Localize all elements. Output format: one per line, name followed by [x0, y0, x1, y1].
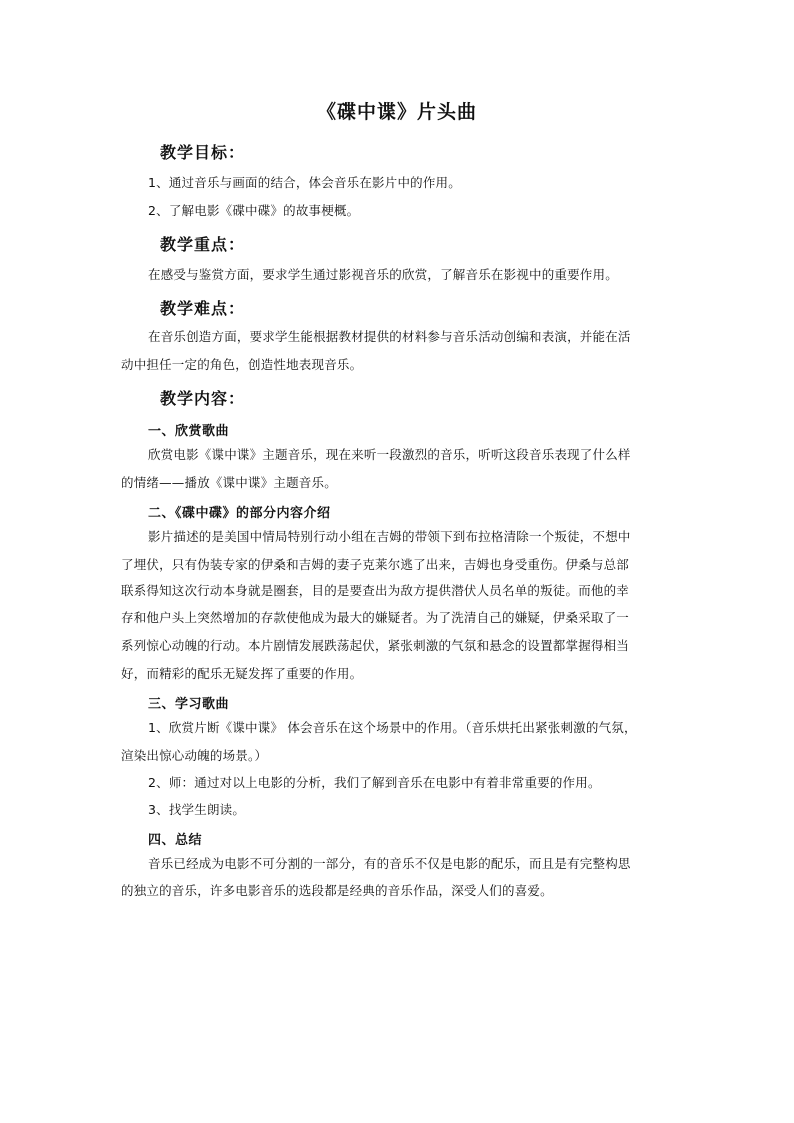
section-line: 1、欣赏片断《谍中谍》 体会音乐在这个场景中的作用。（音乐烘托出紧张刺激的气氛，: [148, 720, 637, 735]
difficulties-heading: 教学难点：: [160, 299, 246, 318]
document-title: 《碟中谍》片头曲: [316, 101, 477, 123]
section-line: 音乐已经成为电影不可分割的一部分，有的音乐不仅是电影的配乐，而且是有完整构思: [148, 856, 631, 871]
section-line: 渲染出惊心动魄的场景。）: [121, 748, 268, 763]
section-title: 二、《碟中碟》的部分内容介绍: [148, 506, 331, 521]
section-line: 欣赏电影《谍中谍》主题音乐，现在来听一段激烈的音乐，听听这段音乐表现了什么样: [148, 447, 631, 462]
section-line: 的情绪——播放《谍中谍》主题音乐。: [121, 475, 337, 490]
section-title: 三、学习歌曲: [148, 697, 230, 712]
section-line: 影片描述的是美国中情局特别行动小组在吉姆的带领下到布拉格清除一个叛徒，不想中: [148, 529, 631, 544]
difficulties-line: 动中担任一定的角色，创造性地表现音乐。: [121, 357, 363, 372]
section-line: 联系得知这次行动本身就是圈套，目的是要查出为敌方提供潜伏人员名单的叛徒。而他的幸: [121, 583, 630, 598]
content-heading: 教学内容：: [160, 389, 246, 408]
section-line: 好，而精彩的配乐无疑发挥了重要的作用。: [121, 666, 363, 681]
section-line: 2、师：通过对以上电影的分析，我们了解到音乐在电影中有着非常重要的作用。: [148, 775, 601, 790]
section-line: 的独立的音乐，许多电影音乐的选段都是经典的音乐作品，深受人们的喜爱。: [121, 883, 553, 898]
difficulties-line: 在音乐创造方面，要求学生能根据教材提供的材料参与音乐活动创编和表演，并能在活: [148, 329, 631, 344]
objective-item: 2、了解电影《碟中碟》的故事梗概。: [148, 203, 360, 218]
section-title: 四、总结: [148, 833, 203, 848]
key-points-text: 在感受与鉴赏方面，要求学生通过影视音乐的欣赏，了解音乐在影视中的重要作用。: [148, 267, 618, 282]
key-points-heading: 教学重点：: [160, 235, 246, 254]
section-title: 一、欣赏歌曲: [148, 424, 230, 439]
objectives-heading: 教学目标：: [160, 143, 246, 162]
section-line: 存和他户头上突然增加的存款使他成为最大的嫌疑者。为了洗清自己的嫌疑，伊桑采取了一: [121, 610, 630, 625]
section-line: 系列惊心动魄的行动。本片剧情发展跌荡起伏，紧张刺激的气氛和悬念的设置都掌握得相当: [121, 638, 630, 653]
section-line: 3、找学生朗读。: [148, 802, 246, 817]
objective-item: 1、通过音乐与画面的结合，体会音乐在影片中的作用。: [148, 175, 461, 190]
section-line: 了埋伏，只有伪装专家的伊桑和吉姆的妻子克莱尔逃了出来，吉姆也身受重伤。伊桑与总部: [121, 557, 630, 572]
